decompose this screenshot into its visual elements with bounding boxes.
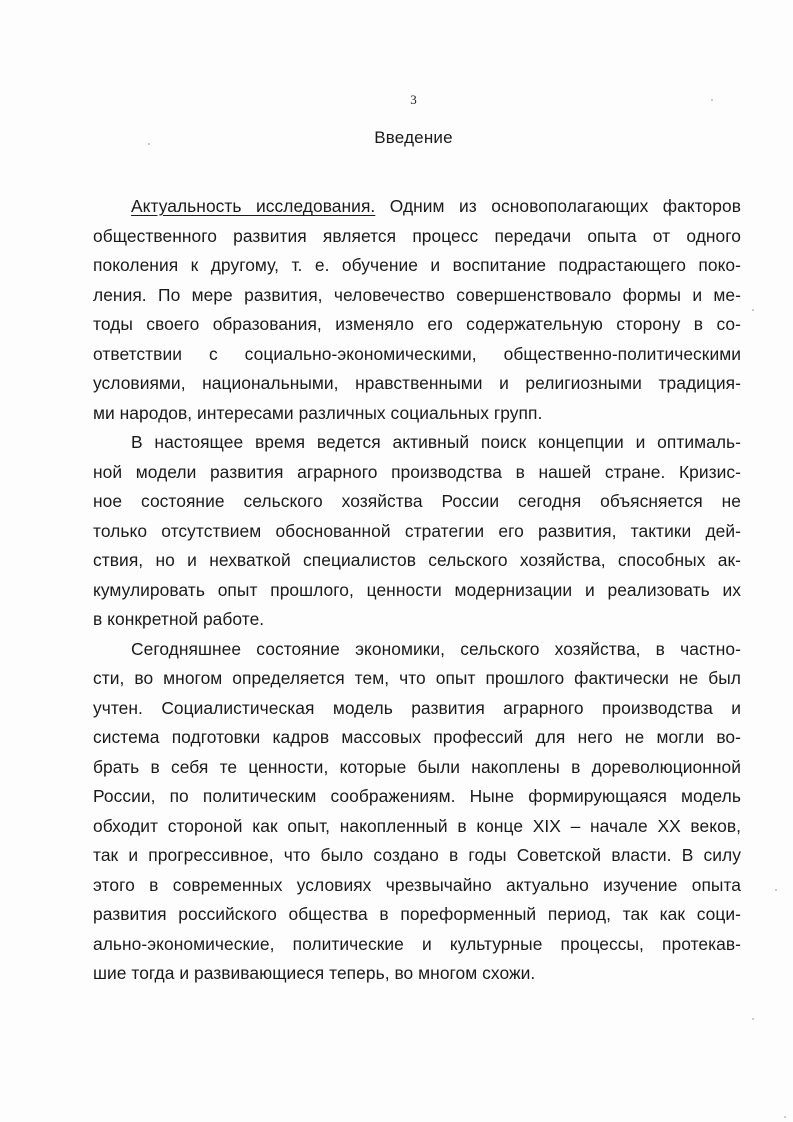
text-line: кумулировать опыт прошлого, ценности модернизации и реализовать их bbox=[93, 579, 741, 600]
text-line: ления. По мере развития, человечество совершенствовало формы и ме- bbox=[93, 284, 741, 305]
text-line: обходит стороной как опыт, накопленный в конце XIX – начале XX веков, bbox=[93, 815, 741, 836]
text-line: ми народов, интересами различных социальных групп. bbox=[93, 402, 543, 423]
scan-speck bbox=[148, 143, 150, 145]
page-number: 3 bbox=[410, 92, 417, 107]
text-line: В настоящее время ведется активный поиск концепции и оптималь- bbox=[131, 432, 741, 452]
text-line: России, по политическим соображениям. Ныне формирующаяся модель bbox=[93, 786, 741, 806]
text-line: тоды своего образования, изменяло его содержательную сторону в со- bbox=[93, 314, 741, 334]
text-line: ствия, но и нехваткой специалистов сельского хозяйства, способных ак- bbox=[93, 550, 741, 570]
text-line: брать в себя те ценности, которые были накоплены в дореволюционной bbox=[93, 756, 741, 777]
paragraph bbox=[93, 428, 741, 635]
text-line: общественного развития является процесс передачи опыта от одного bbox=[93, 225, 741, 246]
text-line: только отсутствием обоснованной стратегии его развития, тактики дей- bbox=[93, 520, 741, 541]
text-line: ное состояние сельского хозяйства России сегодня объясняется не bbox=[93, 491, 741, 511]
text-line: система подготовки кадров массовых профессий для него не могли во- bbox=[93, 727, 741, 747]
scan-speck bbox=[752, 309, 754, 311]
scan-speck bbox=[711, 99, 713, 101]
paragraph bbox=[93, 635, 741, 989]
text-line: шие тогда и развивающиеся теперь, во многом схожи. bbox=[93, 963, 536, 983]
text-line: ально-экономические, политические и культурные процессы, протекав- bbox=[93, 933, 741, 954]
text-line: сти, во многом определяется тем, что опыт прошлого фактически не был bbox=[93, 668, 741, 688]
text-line: поколения к другому, т. е. обучение и воспитание подрастающего поко- bbox=[93, 255, 741, 275]
scan-speck bbox=[752, 1018, 754, 1020]
text-line: Сегодняшнее состояние экономики, сельского хозяйства, в частно- bbox=[131, 638, 741, 659]
text-line: ной модели развития аграрного производства в нашей стране. Кризис- bbox=[93, 461, 741, 482]
text-line: этого в современных условиях чрезвычайно актуально изучение опыта bbox=[93, 874, 741, 895]
text-line: учтен. Социалистическая модель развития аграрного производства и bbox=[93, 697, 741, 718]
scan-speck bbox=[784, 1116, 786, 1118]
text-line: в конкретной работе. bbox=[93, 609, 265, 629]
body-text bbox=[93, 192, 741, 989]
paragraph bbox=[93, 192, 741, 428]
text-line: так и прогрессивное, что было создано в годы Советской власти. В силу bbox=[93, 845, 741, 865]
section-title: Введение bbox=[374, 128, 453, 147]
text-line: ответствии с социально-экономическими, общественно-политическими bbox=[93, 343, 741, 364]
scan-speck bbox=[775, 889, 777, 891]
text-line: условиями, национальными, нравственными и религиозными традиция- bbox=[93, 373, 741, 393]
text-line: развития российского общества в пореформенный период, так как соци- bbox=[93, 904, 741, 924]
line-text: Одним из основополагающих факторов bbox=[375, 196, 741, 216]
underlined-heading: Актуальность исследования. bbox=[131, 196, 376, 216]
text-line bbox=[93, 192, 741, 222]
